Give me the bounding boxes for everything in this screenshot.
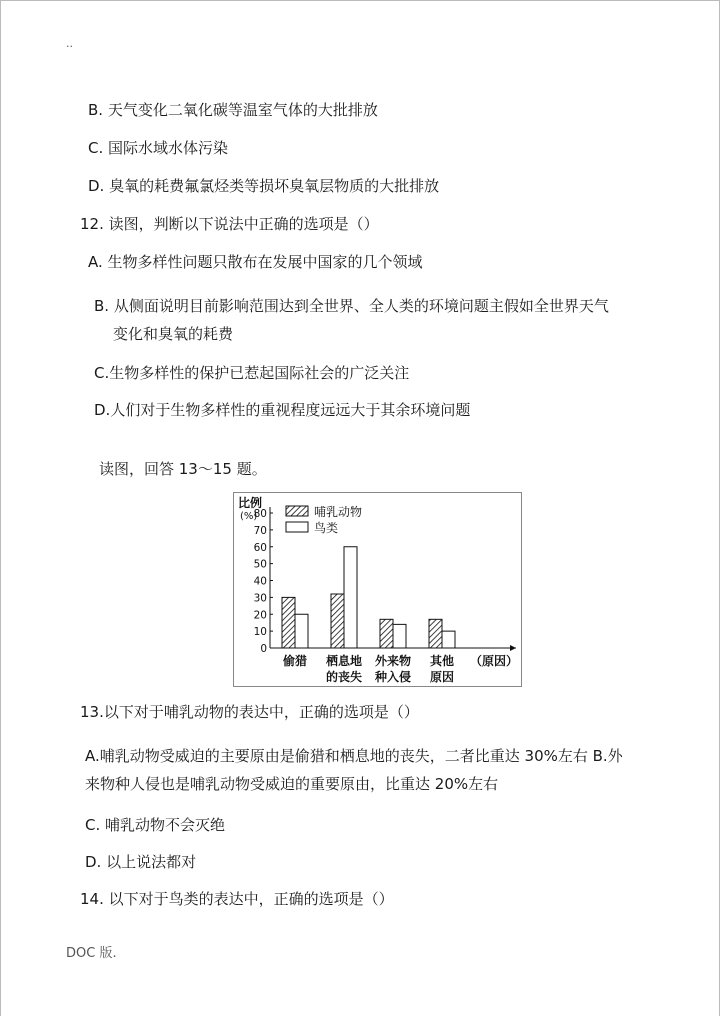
y-tick-label: 10	[253, 626, 267, 639]
q12-option-b-line1: B. 从侧面说明目前影响范围达到全世界、全人类的环境问题主假如全世界天气	[94, 297, 609, 315]
legend-swatch	[286, 506, 308, 516]
bar	[380, 619, 393, 648]
y-tick-label: 80	[253, 508, 267, 520]
bar	[282, 597, 295, 648]
q11-option-b: B. 天气变化二氧化碳等温室气体的大批排放	[88, 101, 378, 119]
x-category-label-line2: 的丧失	[325, 670, 363, 684]
q12-option-d: D.人们对于生物多样性的重视程度远远大于其余环境问题	[94, 401, 471, 419]
question-12: 12. 读图，判断以下说法中正确的选项是（）	[80, 215, 379, 233]
question-14: 14. 以下对于鸟类的表达中，正确的选项是（）	[80, 890, 394, 908]
y-tick-label: 50	[253, 558, 267, 571]
q13-option-a-line1: A.哺乳动物受威迫的主要原由是偷猎和栖息地的丧失，二者比重达 30%左右 B.外	[85, 747, 623, 765]
legend-label: 鸟类	[314, 521, 339, 535]
question-13: 13.以下对于哺乳动物的表达中，正确的选项是（）	[80, 703, 419, 721]
bar	[393, 624, 406, 648]
x-axis-arrow	[510, 645, 516, 651]
threat-chart	[233, 492, 522, 687]
q11-option-d: D. 臭氧的耗费氟氯烃类等损坏臭氧层物质的大批排放	[88, 177, 440, 195]
q13-option-d: D. 以上说法都对	[85, 853, 197, 871]
x-category-label: 偷猎	[282, 654, 308, 668]
q12-option-c: C.生物多样性的保护已惹起国际社会的广泛关注	[94, 364, 410, 382]
legend-label: 哺乳动物	[314, 505, 363, 519]
x-axis-label: （原因）	[470, 654, 519, 668]
q12-option-b-line2: 变化和臭氧的耗费	[113, 325, 234, 343]
x-category-label: 其他	[429, 654, 455, 668]
y-tick-label: 20	[253, 609, 267, 622]
bar	[429, 619, 442, 648]
bar	[442, 631, 455, 648]
q12-option-a: A. 生物多样性问题只散布在发展中国家的几个领域	[88, 253, 423, 271]
y-tick-label: 40	[253, 575, 267, 588]
y-tick-label: 70	[253, 524, 267, 537]
y-axis-unit: (%)	[240, 511, 258, 522]
q13-option-c: C. 哺乳动物不会灭绝	[85, 816, 226, 834]
header-dots: ..	[66, 37, 73, 50]
bar	[344, 547, 357, 648]
q13-option-a-line2: 来物种人侵也是哺乳动物受威迫的重要原由，比重达 20%左右	[85, 775, 499, 793]
doc-footer: DOC 版.	[66, 946, 117, 961]
y-tick-label: 0	[260, 643, 267, 655]
y-tick-label: 60	[253, 541, 267, 554]
y-axis-label: 比例	[238, 496, 263, 510]
chart-intro: 读图，回答 13～15 题。	[99, 460, 267, 478]
x-category-label-line2: 原因	[429, 670, 455, 684]
q11-option-c: C. 国际水域水体污染	[88, 139, 229, 157]
bar	[331, 594, 344, 648]
chart-svg	[234, 493, 521, 686]
y-tick-label: 30	[253, 592, 267, 605]
x-category-label: 栖息地	[325, 654, 363, 668]
bar	[295, 614, 308, 648]
x-category-label: 外来物	[374, 654, 412, 668]
x-category-label-line2: 种入侵	[374, 670, 412, 684]
legend-swatch	[286, 522, 308, 532]
